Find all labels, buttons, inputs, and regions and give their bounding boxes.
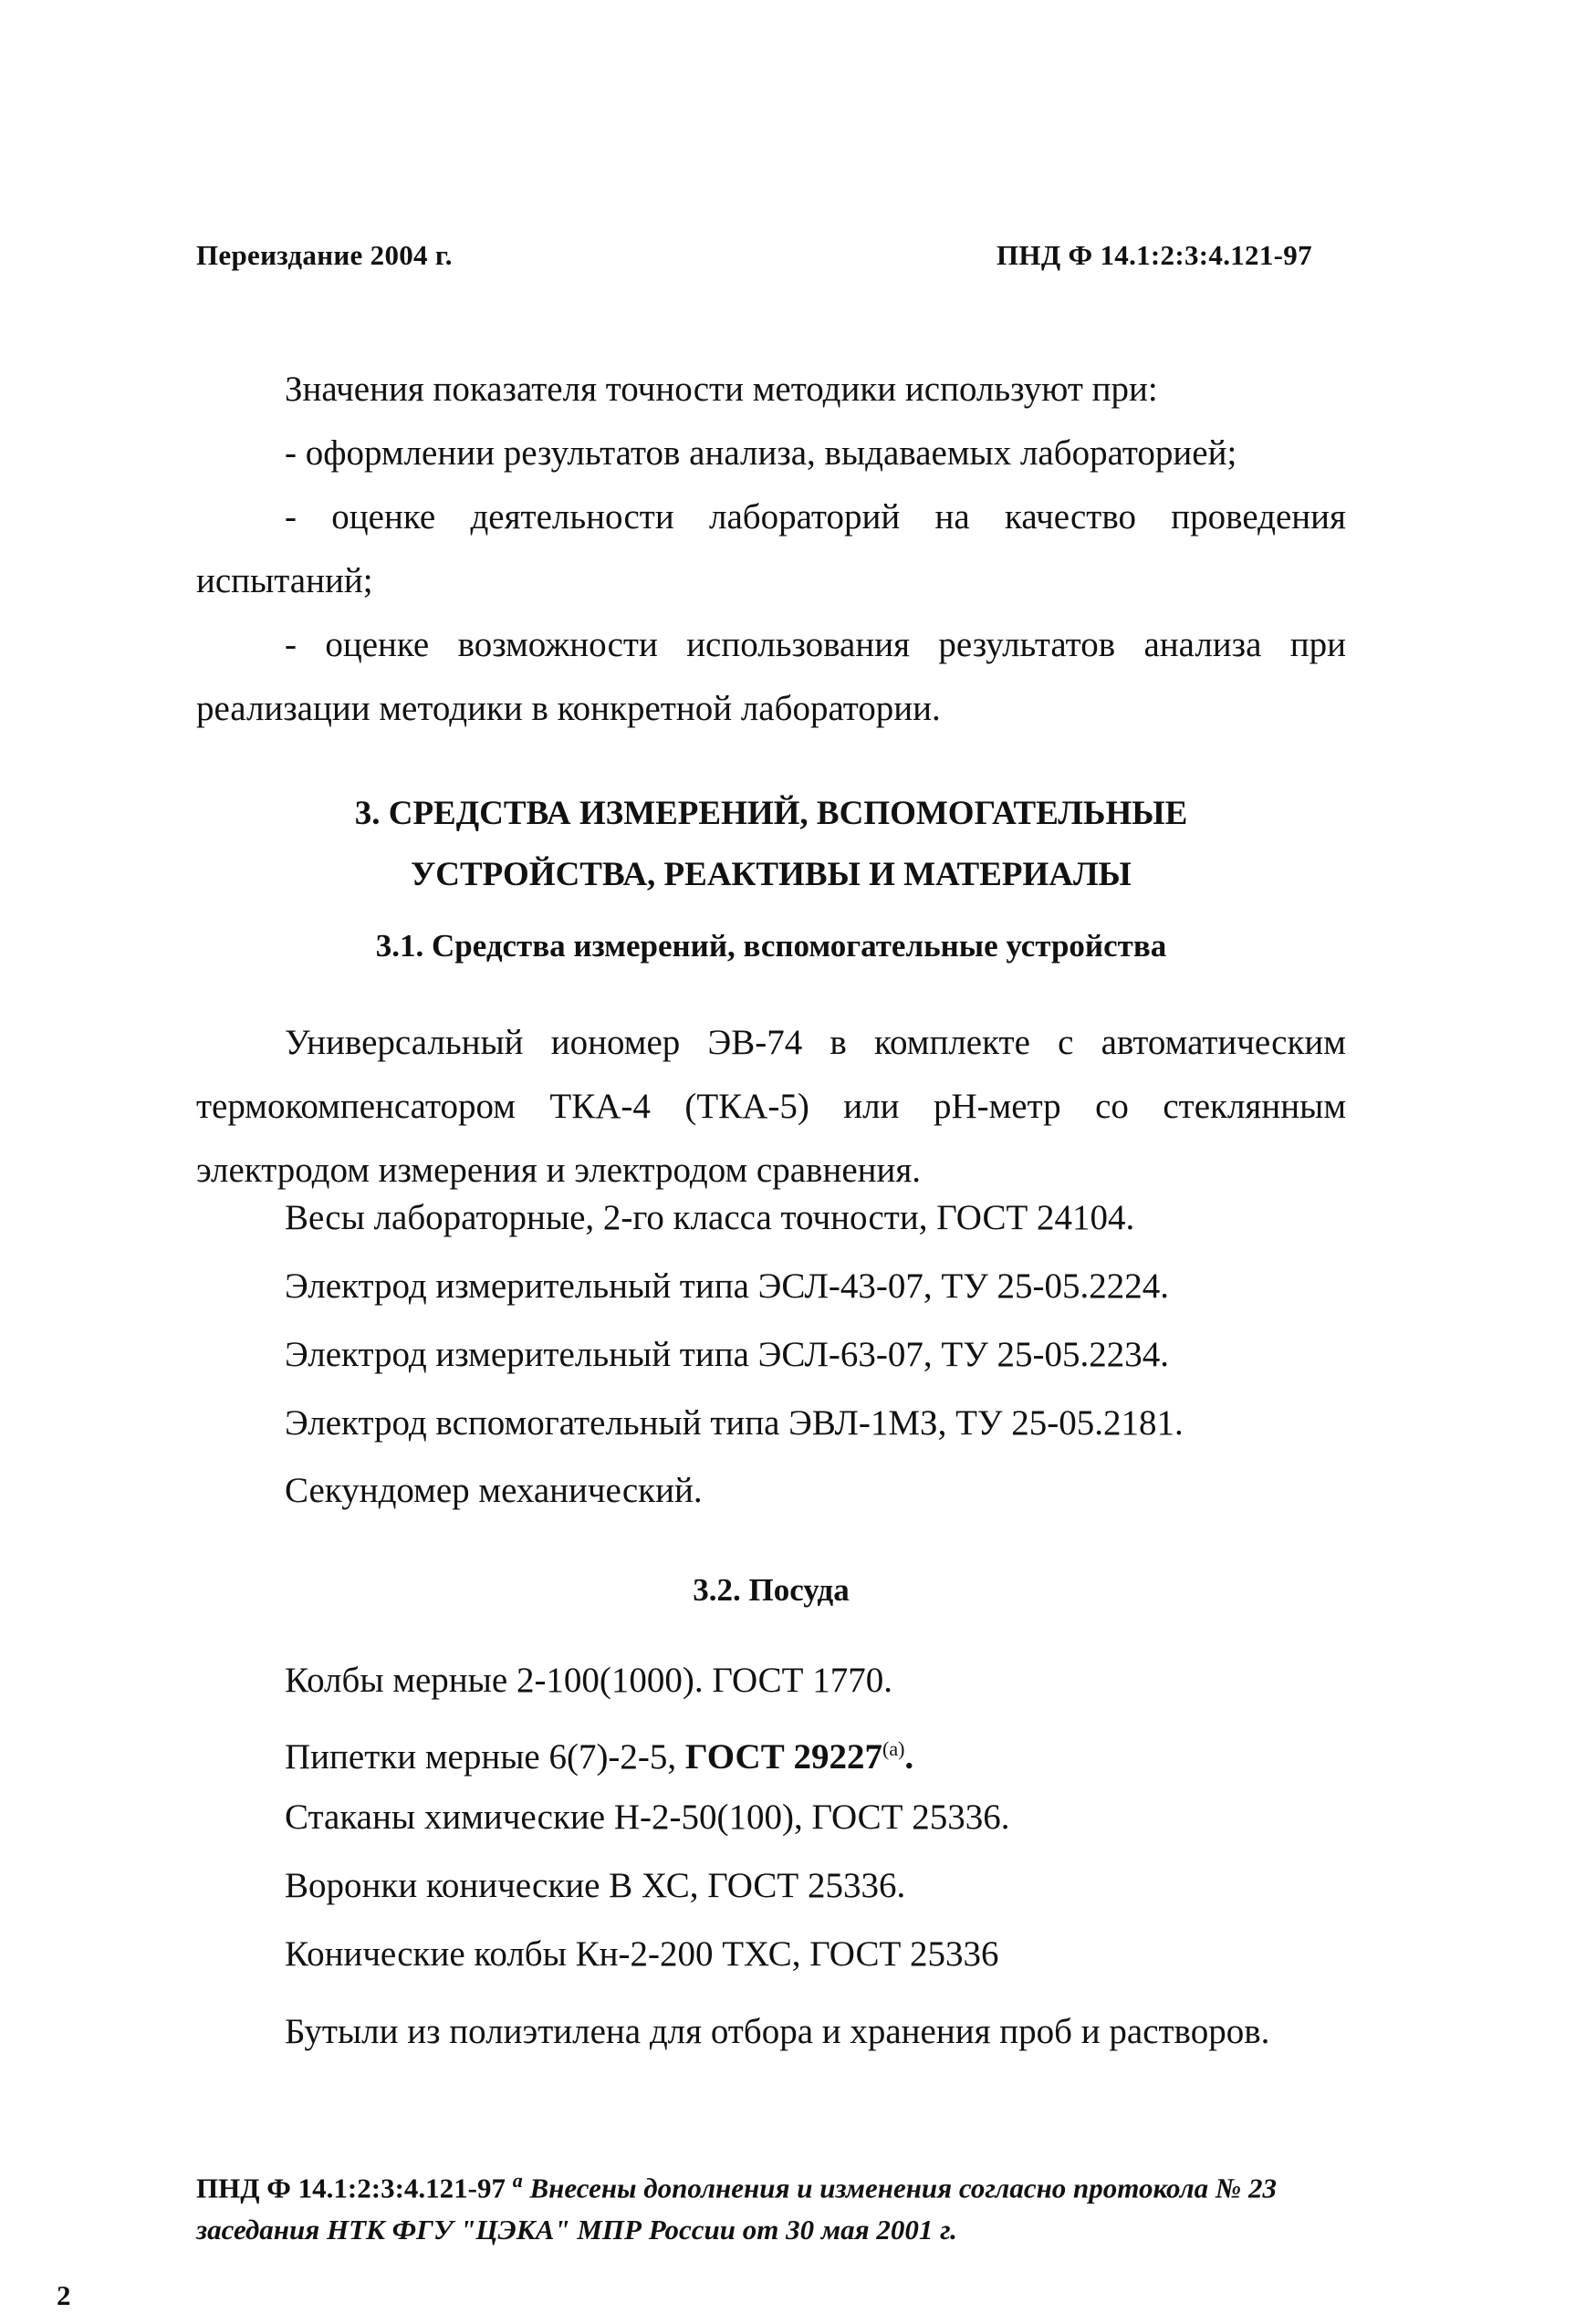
- header-edition: Переиздание 2004 г.: [196, 239, 453, 271]
- glassware-item-pipettes: [285, 1729, 913, 1777]
- intro-bullet-1: - оформлении результатов анализа, выдаваемых лабораторией;: [285, 433, 1237, 473]
- glassware-item-funnels: Воронки конические В ХС, ГОСТ 25336.: [285, 1866, 906, 1905]
- ionomer-paragraph: Универсальный иономер ЭВ-74 в комплекте с автоматическим термокомпенсатором ТКА-4 (ТКА-5) или pH-метр со стеклянным электродом измерения и электродом сравнения.: [196, 1023, 1346, 1190]
- glassware-item-bottles: Бутыли из полиэтилена для отбора и хранения проб и растворов.: [285, 2012, 1270, 2051]
- intro-bullet-2: - оценке деятельности лабораторий на качество проведения испытаний;: [196, 497, 1346, 600]
- equipment-item-electrode-esl-63: Электрод измерительный типа ЭСЛ-63-07, ТУ 25-05.2234.: [285, 1335, 1170, 1374]
- section-3-1-title: 3.1. Средства измерений, вспомогательные устройства: [375, 928, 1167, 964]
- glassware-item-flasks: Колбы мерные 2-100(1000). ГОСТ 1770.: [285, 1661, 892, 1700]
- intro-bullet-3: - оценке возможности использования результатов анализа при реализации методики в конкретной лаборатории.: [196, 625, 1346, 728]
- footnote-mark: а: [512, 2169, 523, 2192]
- equipment-item-electrode-evl: Электрод вспомогательный типа ЭВЛ-1МЗ, ТУ 25-05.2181.: [285, 1403, 1184, 1443]
- footnote: [196, 2160, 1346, 2251]
- pipette-text: Пипетки мерные 6(7)-2-5,: [285, 1737, 685, 1777]
- equipment-item-electrode-esl-43: Электрод измерительный типа ЭСЛ-43-07, ТУ 25-05.2224.: [285, 1266, 1170, 1306]
- footnote-code: ПНД Ф 14.1:2:3:4.121-97: [196, 2172, 506, 2204]
- section-3-2-title: 3.2. Посуда: [693, 1572, 850, 1608]
- section-3-title-line-2: УСТРОЙСТВА, РЕАКТИВЫ И МАТЕРИАЛЫ: [411, 856, 1132, 893]
- section-3-title-line-1: 3. СРЕДСТВА ИЗМЕРЕНИЙ, ВСПОМОГАТЕЛЬНЫЕ: [354, 795, 1188, 832]
- footnote-text: Внесены дополнения и изменения согласно протокола № 23 заседания НТК ФГУ "ЦЭКА" МПР России от 30 мая 2001 г.: [196, 2172, 1278, 2246]
- glassware-item-beakers: Стаканы химические Н-2-50(100), ГОСТ 25336.: [285, 1798, 1010, 1837]
- pipette-mark: (а): [882, 1737, 905, 1760]
- page-number: 2: [57, 2279, 71, 2311]
- equipment-item-scales: Весы лабораторные, 2-го класса точности, ГОСТ 24104.: [285, 1198, 1135, 1237]
- glassware-item-conical-flasks: Конические колбы Кн-2-200 ТХС, ГОСТ 25336: [285, 1934, 999, 1974]
- pipette-end: .: [904, 1737, 914, 1777]
- intro-lead: Значения показателя точности методики используют при:: [285, 370, 1158, 409]
- pipette-gost: ГОСТ 29227: [684, 1737, 882, 1777]
- equipment-item-stopwatch: Секундомер механический.: [285, 1471, 703, 1510]
- header-document-code: ПНД Ф 14.1:2:3:4.121-97: [996, 239, 1312, 271]
